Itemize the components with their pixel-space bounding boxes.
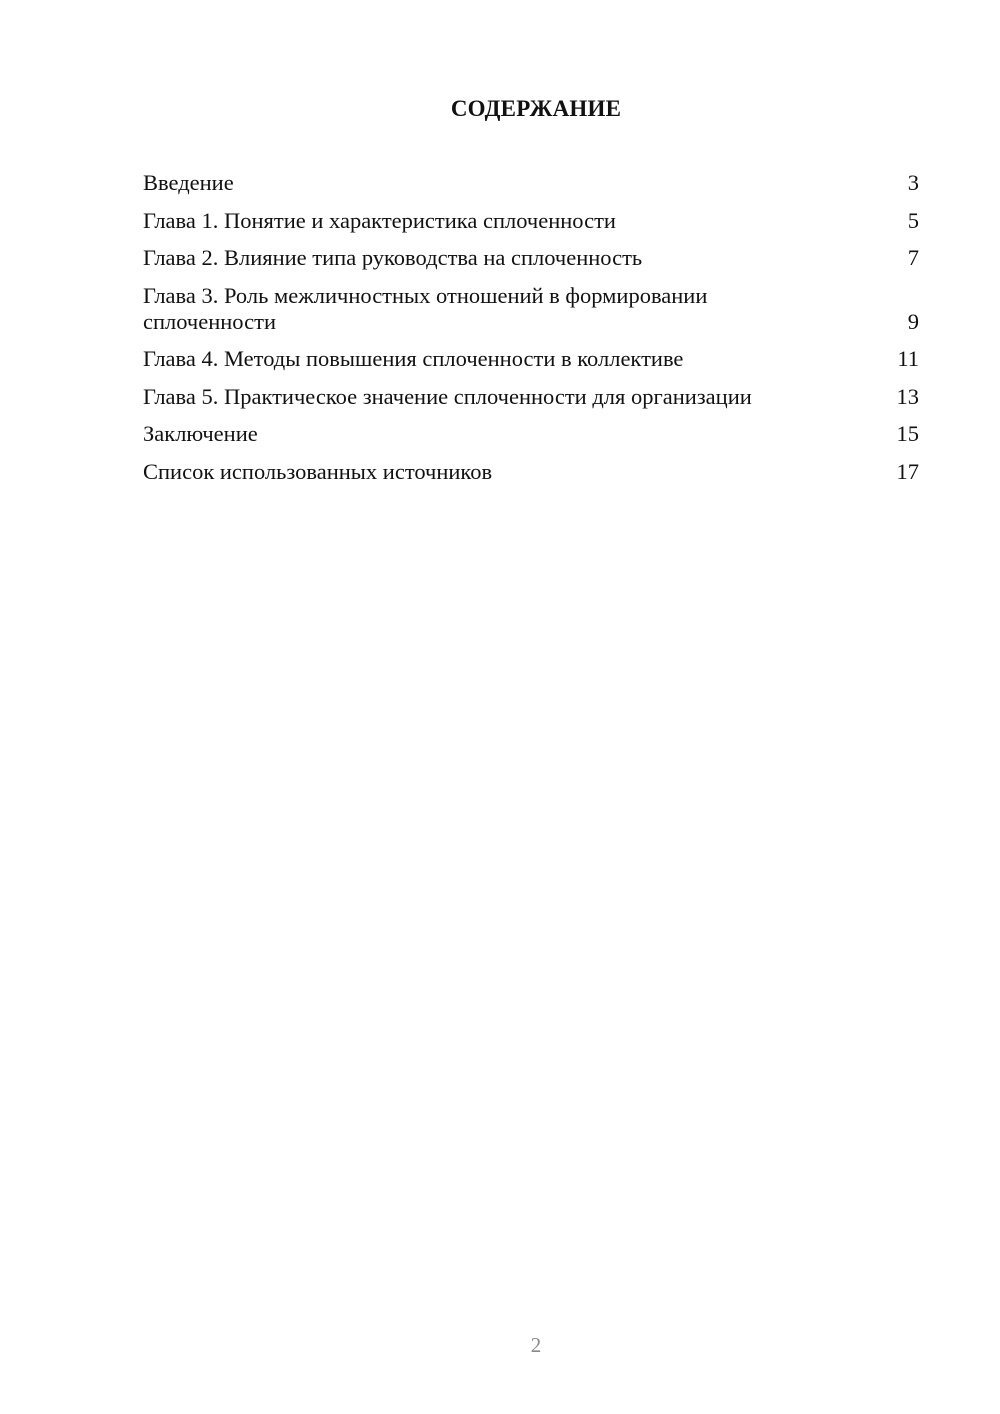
toc-entry-introduction — [143, 170, 919, 196]
toc-entry-page: 13 — [896, 383, 919, 409]
toc-entry-label: Глава 2. Влияние типа руководства на сплоченность — [143, 245, 643, 270]
toc-entry-chapter-2 — [143, 245, 919, 271]
toc-entry-label: Заключение — [143, 421, 258, 446]
toc-entry-page: 7 — [907, 245, 919, 270]
toc-entry-page: 11 — [897, 346, 919, 371]
toc-entry-chapter-1 — [143, 208, 919, 234]
toc-entry-page: 3 — [907, 170, 919, 195]
page-number: 2 — [530, 1333, 542, 1357]
toc-entry-page: 9 — [907, 308, 919, 334]
toc-entry-label: Глава 5. Практическое значение сплоченности для организации — [143, 383, 752, 409]
toc-entry-chapter-5 — [143, 384, 919, 410]
toc-entry-label: Глава 1. Понятие и характеристика сплоченности — [143, 207, 616, 233]
toc-entry-references — [143, 459, 919, 485]
toc-entry-page: 15 — [896, 421, 919, 446]
toc-entry-page: 5 — [907, 207, 919, 233]
toc-entry-label: Список использованных источников — [143, 458, 493, 484]
toc-entry-conclusion — [143, 421, 919, 447]
toc-heading: СОДЕРЖАНИЕ — [450, 96, 622, 121]
table-of-contents — [143, 170, 919, 496]
toc-entry-chapter-4 — [143, 346, 919, 372]
toc-entry-chapter-3 — [143, 283, 919, 335]
toc-entry-label: Введение — [143, 170, 234, 195]
toc-entry-page: 17 — [896, 458, 919, 484]
toc-entry-label: Глава 3. Роль межличностных отношений в формировании сплоченности — [143, 282, 708, 334]
toc-entry-label: Глава 4. Методы повышения сплоченности в коллективе — [143, 346, 684, 371]
